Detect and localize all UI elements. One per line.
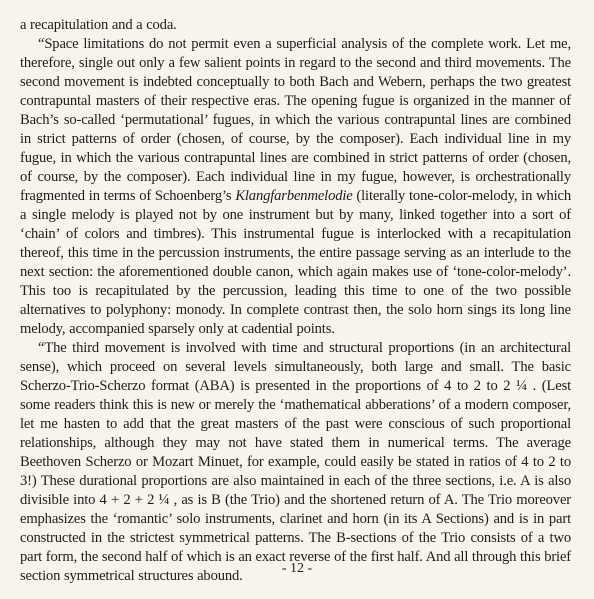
opening-fragment: a recapitulation and a coda. xyxy=(20,17,177,33)
paragraph-third-movement: “The third movement is involved with time and structural proportions (in an architectural sense), which proceed on several levels simultaneously, both large and small. The basic Scherzo-Trio-Scherzo format (ABA) is presented in the proportions of 4 to 2 to 2 ¼ . (Lest some readers think this is new or merely the ‘mathematical abberations’ of a modern composer, let me hasten to add that the great masters of the past were conscious of such proportional relationships, although they may not have stated them in numerical terms. The average Beethoven Scherzo or Mozart Minuet, for example, could easily be stated in ratios of 4 to 2 to 3!) These durational proportions are also maintained in each of the three sections, i.e. A is also divisible into 4 + 2 + 2 ¼ , as is B (the Trio) and the shortened return of A. The Trio moreover emphasizes the ‘romantic’ solo instruments, clarinet and horn (in its A Sections) and is in part constructed in the strictest symmetrical patterns. The B-sections of the Trio consists of a two part form, the second half of which is an exact reverse of the first half. And all through this brief section symmetrical structures abound. xyxy=(20,340,571,584)
body-text xyxy=(20,16,571,586)
paragraph-1-text-before-italic: “Space limitations do not permit even a superficial analysis of the complete work. Let me, therefore, single out only a few salient points in regard to the second and third movements. The second movement is indebted conceptually to both Bach and Webern, perhaps the two greatest contrapuntal masters of their respective eras. The opening fugue is organized in the manner of Bach’s so-called ‘permutational’ fugues, in which the various contrapuntal lines are combined in strict patterns of order (chosen, of course, by the composer). Each individual line in my fugue, in which the various contrapuntal lines are combined in strict patterns of order (chosen, of course, by the composer). Each individual line in my fugue, however, is orchestrationally fragmented in terms of Schoenberg’s xyxy=(20,36,571,204)
paragraph-1-italic-term: Klangfarbenmelodie xyxy=(235,188,353,204)
page-number: - 12 - xyxy=(281,561,313,576)
paragraph-second-movement xyxy=(20,35,571,339)
paragraph-1-text-after-italic: (literally tone-color-melody, in which a single melody is played not by one instrument but by many, linked together into a sort of ‘chain’ of colors and timbres). This instrumental fugue is interlocked with a recapitulation thereof, this time in the percussion instruments, the entire passage serving as an interlude to the next section: the aforementioned double canon, which again makes use of ‘tone-color-melody’. This too is recapitulated by the percussion, leading this time to one of the two possible alternatives to polyphony: monody. In complete contrast then, the solo horn sings its long line melody, accompanied sparsely only at cadential points. xyxy=(20,188,571,337)
